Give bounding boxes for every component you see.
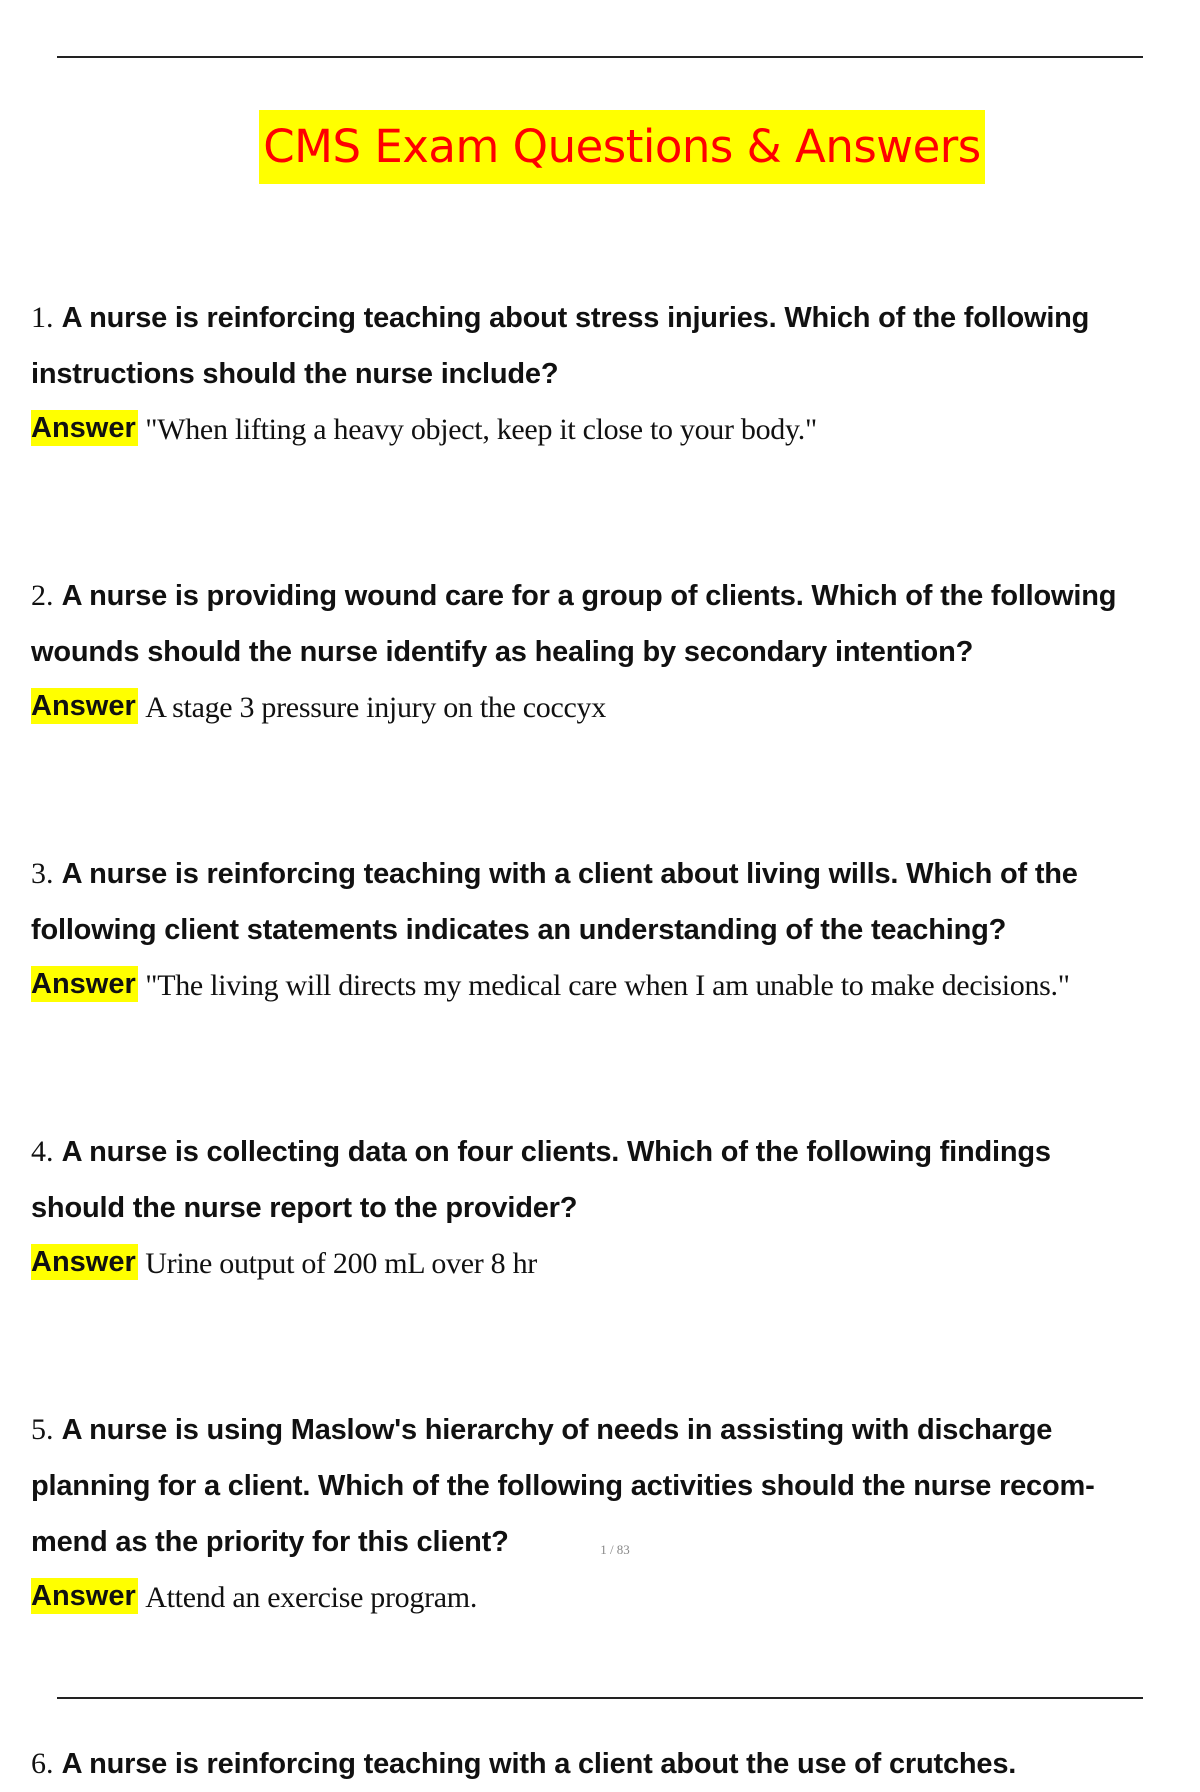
spacer — [31, 1626, 1200, 1736]
top-rule — [57, 56, 1143, 58]
question-text: A nurse is collecting data on four clients. Which of the following findings — [61, 1136, 1051, 1168]
question-number: 6. — [31, 1747, 54, 1780]
spacer — [31, 1292, 1200, 1402]
question-number: 1. — [31, 301, 54, 334]
question-line — [31, 902, 1200, 958]
answer-line — [31, 402, 1200, 458]
question-line — [31, 624, 1200, 680]
spacer — [31, 1014, 1200, 1124]
answer-text: "When lifting a heavy object, keep it close to your body." — [145, 413, 817, 446]
title-container — [0, 110, 1200, 184]
question-text: planning for a client. Which of the following activities should the nurse recom- — [31, 1470, 1095, 1502]
answer-label: Answer — [31, 1246, 136, 1278]
question-number: 2. — [31, 579, 54, 612]
answer-line — [31, 1570, 1200, 1626]
question-line — [31, 568, 1200, 624]
question-line — [31, 846, 1200, 902]
question-line — [31, 346, 1200, 402]
answer-text: Attend an exercise program. — [145, 1581, 478, 1614]
answer-text: Urine output of 200 mL over 8 hr — [145, 1247, 537, 1280]
answer-line — [31, 958, 1200, 1014]
question-item-2 — [31, 568, 1200, 736]
question-line — [31, 1736, 1200, 1792]
document-title: CMS Exam Questions & Answers — [259, 110, 985, 184]
question-text: mend as the priority for this client? — [31, 1526, 509, 1558]
question-text: A nurse is reinforcing teaching about stress injuries. Which of the following — [61, 302, 1090, 334]
question-text: A nurse is reinforcing teaching with a client about the use of crutches. — [61, 1748, 1017, 1780]
question-text: following client statements indicates an understanding of the teaching? — [31, 914, 1007, 946]
spacer — [31, 736, 1200, 846]
answer-text: A stage 3 pressure injury on the coccyx — [145, 691, 606, 724]
answer-line — [31, 680, 1200, 736]
question-item-1 — [31, 290, 1200, 458]
page-number: 1 / 83 — [600, 1542, 630, 1557]
question-text: wounds should the nurse identify as healing by secondary intention? — [31, 636, 974, 668]
question-line — [31, 1180, 1200, 1236]
question-item-4 — [31, 1124, 1200, 1292]
question-item-3 — [31, 846, 1200, 1014]
question-number: 4. — [31, 1135, 54, 1168]
question-list — [31, 290, 1200, 1792]
question-text: A nurse is providing wound care for a group of clients. Which of the following — [61, 580, 1117, 612]
question-text: should the nurse report to the provider? — [31, 1192, 578, 1224]
answer-label: Answer — [31, 412, 136, 444]
spacer — [31, 458, 1200, 568]
question-number: 3. — [31, 857, 54, 890]
answer-label: Answer — [31, 690, 136, 722]
question-line — [31, 290, 1200, 346]
question-line — [31, 1458, 1200, 1514]
answer-label: Answer — [31, 968, 136, 1000]
answer-text: "The living will directs my medical care when I am unable to make decisions." — [145, 969, 1070, 1002]
question-item-6 — [31, 1736, 1200, 1792]
question-text: A nurse is using Maslow's hierarchy of needs in assisting with discharge — [61, 1414, 1053, 1446]
question-item-5 — [31, 1402, 1200, 1626]
question-text: instructions should the nurse include? — [31, 358, 559, 390]
bottom-rule — [57, 1697, 1143, 1699]
answer-line — [31, 1236, 1200, 1292]
question-line — [31, 1124, 1200, 1180]
answer-label: Answer — [31, 1580, 136, 1612]
question-number: 5. — [31, 1413, 54, 1446]
question-text: A nurse is reinforcing teaching with a client about living wills. Which of the — [61, 858, 1078, 890]
question-line — [31, 1402, 1200, 1458]
